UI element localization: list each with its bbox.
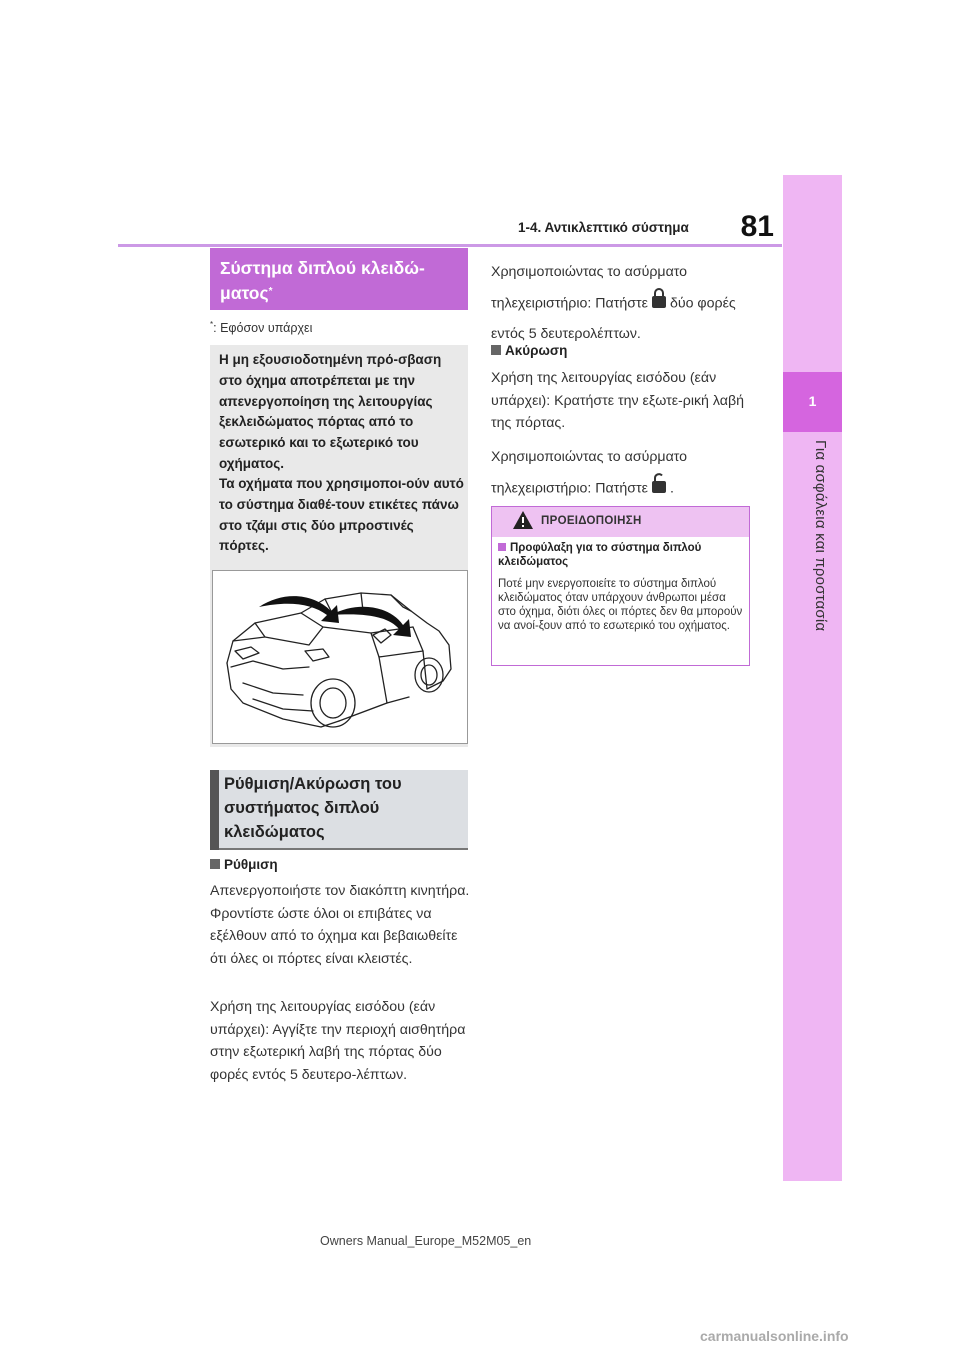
bullet-square-icon (491, 345, 501, 355)
footnote-marker: * (268, 286, 273, 297)
cancel-paragraph-2 (491, 443, 753, 505)
setting-paragraph-1: Απενεργοποιήστε τον διακόπτη κινητήρα. Φροντίστε ώστε όλοι οι επιβάτες να εξέλθουν από το όχημα και βεβαιωθείτε ότι όλες οι πόρτες είναι κλειστές. (210, 883, 470, 967)
cancel-paragraph-2-text-a: Χρησιμοποιώντας το ασύρματο τηλεχειριστήριο: Πατήστε (491, 449, 688, 497)
subsection-heading-bar (210, 770, 219, 850)
setting-paragraph-3-text-b: δύο φορές εντός 5 δευτερολέπτων. (491, 295, 736, 342)
setting-heading-text: Ρύθμιση (224, 857, 278, 872)
page-number: 81 (740, 210, 774, 243)
warning-subtitle (498, 541, 738, 569)
footer-text: Owners Manual_Europe_M52M05_en (320, 1234, 532, 1248)
intro-paragraph-1: Η μη εξουσιοδοτημένη πρό-σβαση στο όχημα αποτρέπεται με την απενεργοποίηση της λειτουργίας ξεκλειδώματος πόρτας από το εσωτερικό και το εξωτερικό του οχήματος. (219, 352, 442, 471)
bullet-square-icon (498, 543, 506, 551)
car-drawing-icon (213, 571, 467, 743)
cancel-paragraph-1: Χρήση της λειτουργίας εισόδου (εάν υπάρχει): Κρατήστε την εξωτε-ρική λαβή της πόρτας. (491, 370, 745, 431)
footnote-text: : Εφόσον υπάρχει (213, 321, 313, 336)
cancel-heading-text: Ακύρωση (505, 343, 568, 358)
section-heading (220, 256, 465, 306)
warning-body: Ποτέ μην ενεργοποιείτε το σύστημα διπλού κλειδώματος όταν υπάρχουν άνθρωποι μέσα στο όχημα, διότι όλες οι πόρτες δεν θα μπορούν να ανοί-ξουν από το εσωτερικό του οχήματος. (498, 578, 743, 632)
car-illustration (212, 570, 468, 744)
warning-triangle-icon (512, 510, 534, 535)
subsection-heading: Ρύθμιση/Ακύρωση του συστήματος διπλού κλειδώματος (224, 775, 402, 841)
watermark: carmanualsonline.info (700, 1328, 849, 1344)
section-title: 1-4. Αντικλεπτικό σύστημα (518, 220, 689, 235)
section-heading-line2: ματος (220, 283, 269, 303)
cancel-heading (491, 343, 567, 358)
footnote-marker: * (210, 320, 214, 329)
header-rule (118, 244, 782, 247)
footnote (210, 320, 312, 335)
intro-paragraph-2: Τα οχήματα που χρησιμοποι-ούν αυτό το σύστημα διαθέ-τουν ετικέτες πάνω στο τζάμι στις δύο μπροστινές πόρτες. (219, 476, 464, 554)
setting-paragraph-3 (491, 258, 753, 349)
cancel-paragraph-2-text-b: . (669, 480, 674, 497)
chapter-label: Για ασφάλεια και προστασία (812, 440, 829, 632)
bullet-square-icon (210, 859, 220, 869)
setting-paragraph-3-text-a: Χρησιμοποιώντας το ασύρματο τηλεχειριστήριο: Πατήστε (491, 264, 688, 312)
lock-button-icon (651, 287, 667, 320)
chapter-side-tab (783, 175, 842, 1181)
setting-paragraph-2: Χρήση της λειτουργίας εισόδου (εάν υπάρχει): Αγγίξτε την περιοχή αισθητήρα στην εξωτερική λαβή της πόρτας δύο φορές εντός 5 δευτερο-λέπτων. (210, 999, 466, 1083)
warning-title: ΠΡΟΕΙΔΟΠΟΙΗΣΗ (541, 515, 642, 527)
section-heading-line1: Σύστημα διπλού κλειδώ- (220, 258, 425, 278)
chapter-number: 1 (808, 393, 817, 409)
setting-heading (210, 857, 278, 872)
unlock-button-icon (651, 472, 667, 505)
warning-subtitle-text: Προφύλαξη για το σύστημα διπλού κλειδώματος (498, 542, 702, 568)
